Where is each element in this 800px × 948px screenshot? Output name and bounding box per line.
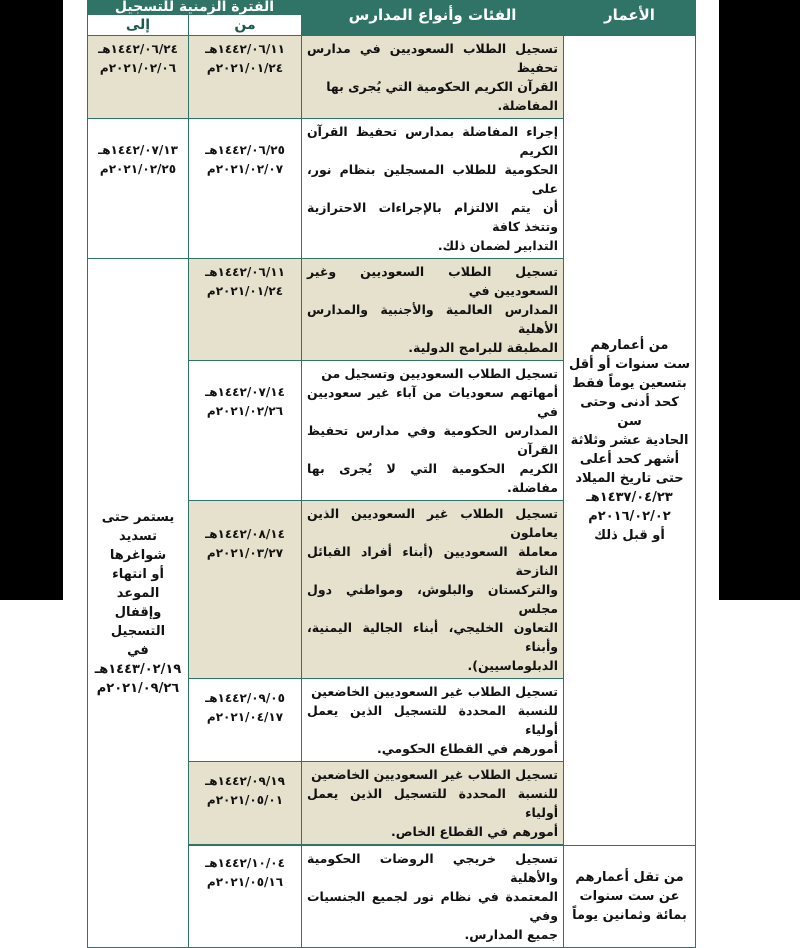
header-ages: الأعمار xyxy=(564,0,696,36)
registration-continues-note: يستمر حتى تسديد شواغرها أو انتهاء الموعد وإقفال التسجيل في ١٤٤٣/٠٢/١٩هـ ٢٠٢١/٠٩/٢٦م xyxy=(88,259,189,948)
header-to: إلى xyxy=(88,15,189,36)
registration-schedule-table xyxy=(87,0,696,948)
from-date-row-6: ١٤٤٢/٠٩/٠٥هـ ٢٠٢١/٠٤/١٧م xyxy=(189,679,302,762)
right-dark-border xyxy=(719,0,800,600)
category-row-2: إجراء المفاضلة بمدارس تحفيظ القرآن الكريم الحكومية للطلاب المسجلين بنظام نور، على أن يتم الالتزام بالإجراءات الاحترازية وتتخذ كافة التدابير لضمان ذلك. xyxy=(302,119,564,259)
ages-group-2: من تقل أعمارهم عن ست سنوات بمائة وثمانين يوماً xyxy=(564,846,696,948)
to-date-row-2: ١٤٤٢/٠٧/١٣هـ ٢٠٢١/٠٢/٢٥م xyxy=(88,119,189,259)
from-date-row-2: ١٤٤٢/٠٦/٢٥هـ ٢٠٢١/٠٢/٠٧م xyxy=(189,119,302,259)
from-date-row-7: ١٤٤٢/٠٩/١٩هـ ٢٠٢١/٠٥/٠١م xyxy=(189,762,302,845)
header-categories: الفئات وأنواع المدارس xyxy=(302,0,564,36)
left-dark-border xyxy=(0,0,63,600)
from-date-row-1: ١٤٤٢/٠٦/١١هـ ٢٠٢١/٠١/٢٤م xyxy=(189,36,302,119)
document-page xyxy=(63,0,719,942)
category-row-4: تسجيل الطلاب السعوديين وتسجيل من أمهاتهم سعوديات من آباء غير سعوديين في المدارس الحكومية وفي مدارس تحفيظ القرآن الكريم الحكومية التي لا يُجرى بها مفاضلة. xyxy=(302,361,564,501)
from-date-row-5: ١٤٤٢/٠٨/١٤هـ ٢٠٢١/٠٣/٢٧م xyxy=(189,501,302,679)
header-period: الفترة الزمنية للتسجيل xyxy=(88,0,302,15)
from-date-row-4: ١٤٤٢/٠٧/١٤هـ ٢٠٢١/٠٢/٢٦م xyxy=(189,361,302,501)
category-row-3: تسجيل الطلاب السعوديين وغير السعوديين في المدارس العالمية والأجنبية والمدارس الأهلية المطبقة للبرامج الدولية. xyxy=(302,259,564,361)
from-date-row-8: ١٤٤٢/١٠/٠٤هـ ٢٠٢١/٠٥/١٦م xyxy=(189,846,302,948)
to-date-row-1: ١٤٤٢/٠٦/٢٤هـ ٢٠٢١/٠٢/٠٦م xyxy=(88,36,189,119)
header-from: من xyxy=(189,15,302,36)
from-date-row-3: ١٤٤٢/٠٦/١١هـ ٢٠٢١/٠١/٢٤م xyxy=(189,259,302,361)
category-row-1: تسجيل الطلاب السعوديين في مدارس تحفيظ القرآن الكريم الحكومية التي يُجرى بها المفاضلة. xyxy=(302,36,564,119)
category-row-7: تسجيل الطلاب غير السعوديين الخاضعين للنسبة المحددة للتسجيل الذين يعمل أولياء أمورهم في القطاع الخاص. xyxy=(302,762,564,845)
ages-group-1: من أعمارهم ست سنوات أو أقل بتسعين يوماً فقط كحد أدنى وحتى سن الحادية عشر وثلاثة أشهر كحد أعلى حتى تاريخ الميلاد ١٤٣٧/٠٤/٢٣هـ ٢٠١٦/٠٢/٠٢م أو قبل ذلك xyxy=(564,36,696,846)
category-row-6: تسجيل الطلاب غير السعوديين الخاضعين للنسبة المحددة للتسجيل الذين يعمل أولياء أمورهم في القطاع الحكومي. xyxy=(302,679,564,762)
category-row-8: تسجيل خريجي الروضات الحكومية والأهلية المعتمدة في نظام نور لجميع الجنسيات وفي جميع المدارس. xyxy=(302,846,564,948)
category-row-5: تسجيل الطلاب غير السعوديين الذين يعاملون معاملة السعوديين (أبناء أفراد القبائل النازحة والتركستان والبلوش، ومواطني دول مجلس التعاون الخليجي، أبناء الجالية اليمنية، وأبناء الدبلوماسيين). xyxy=(302,501,564,679)
